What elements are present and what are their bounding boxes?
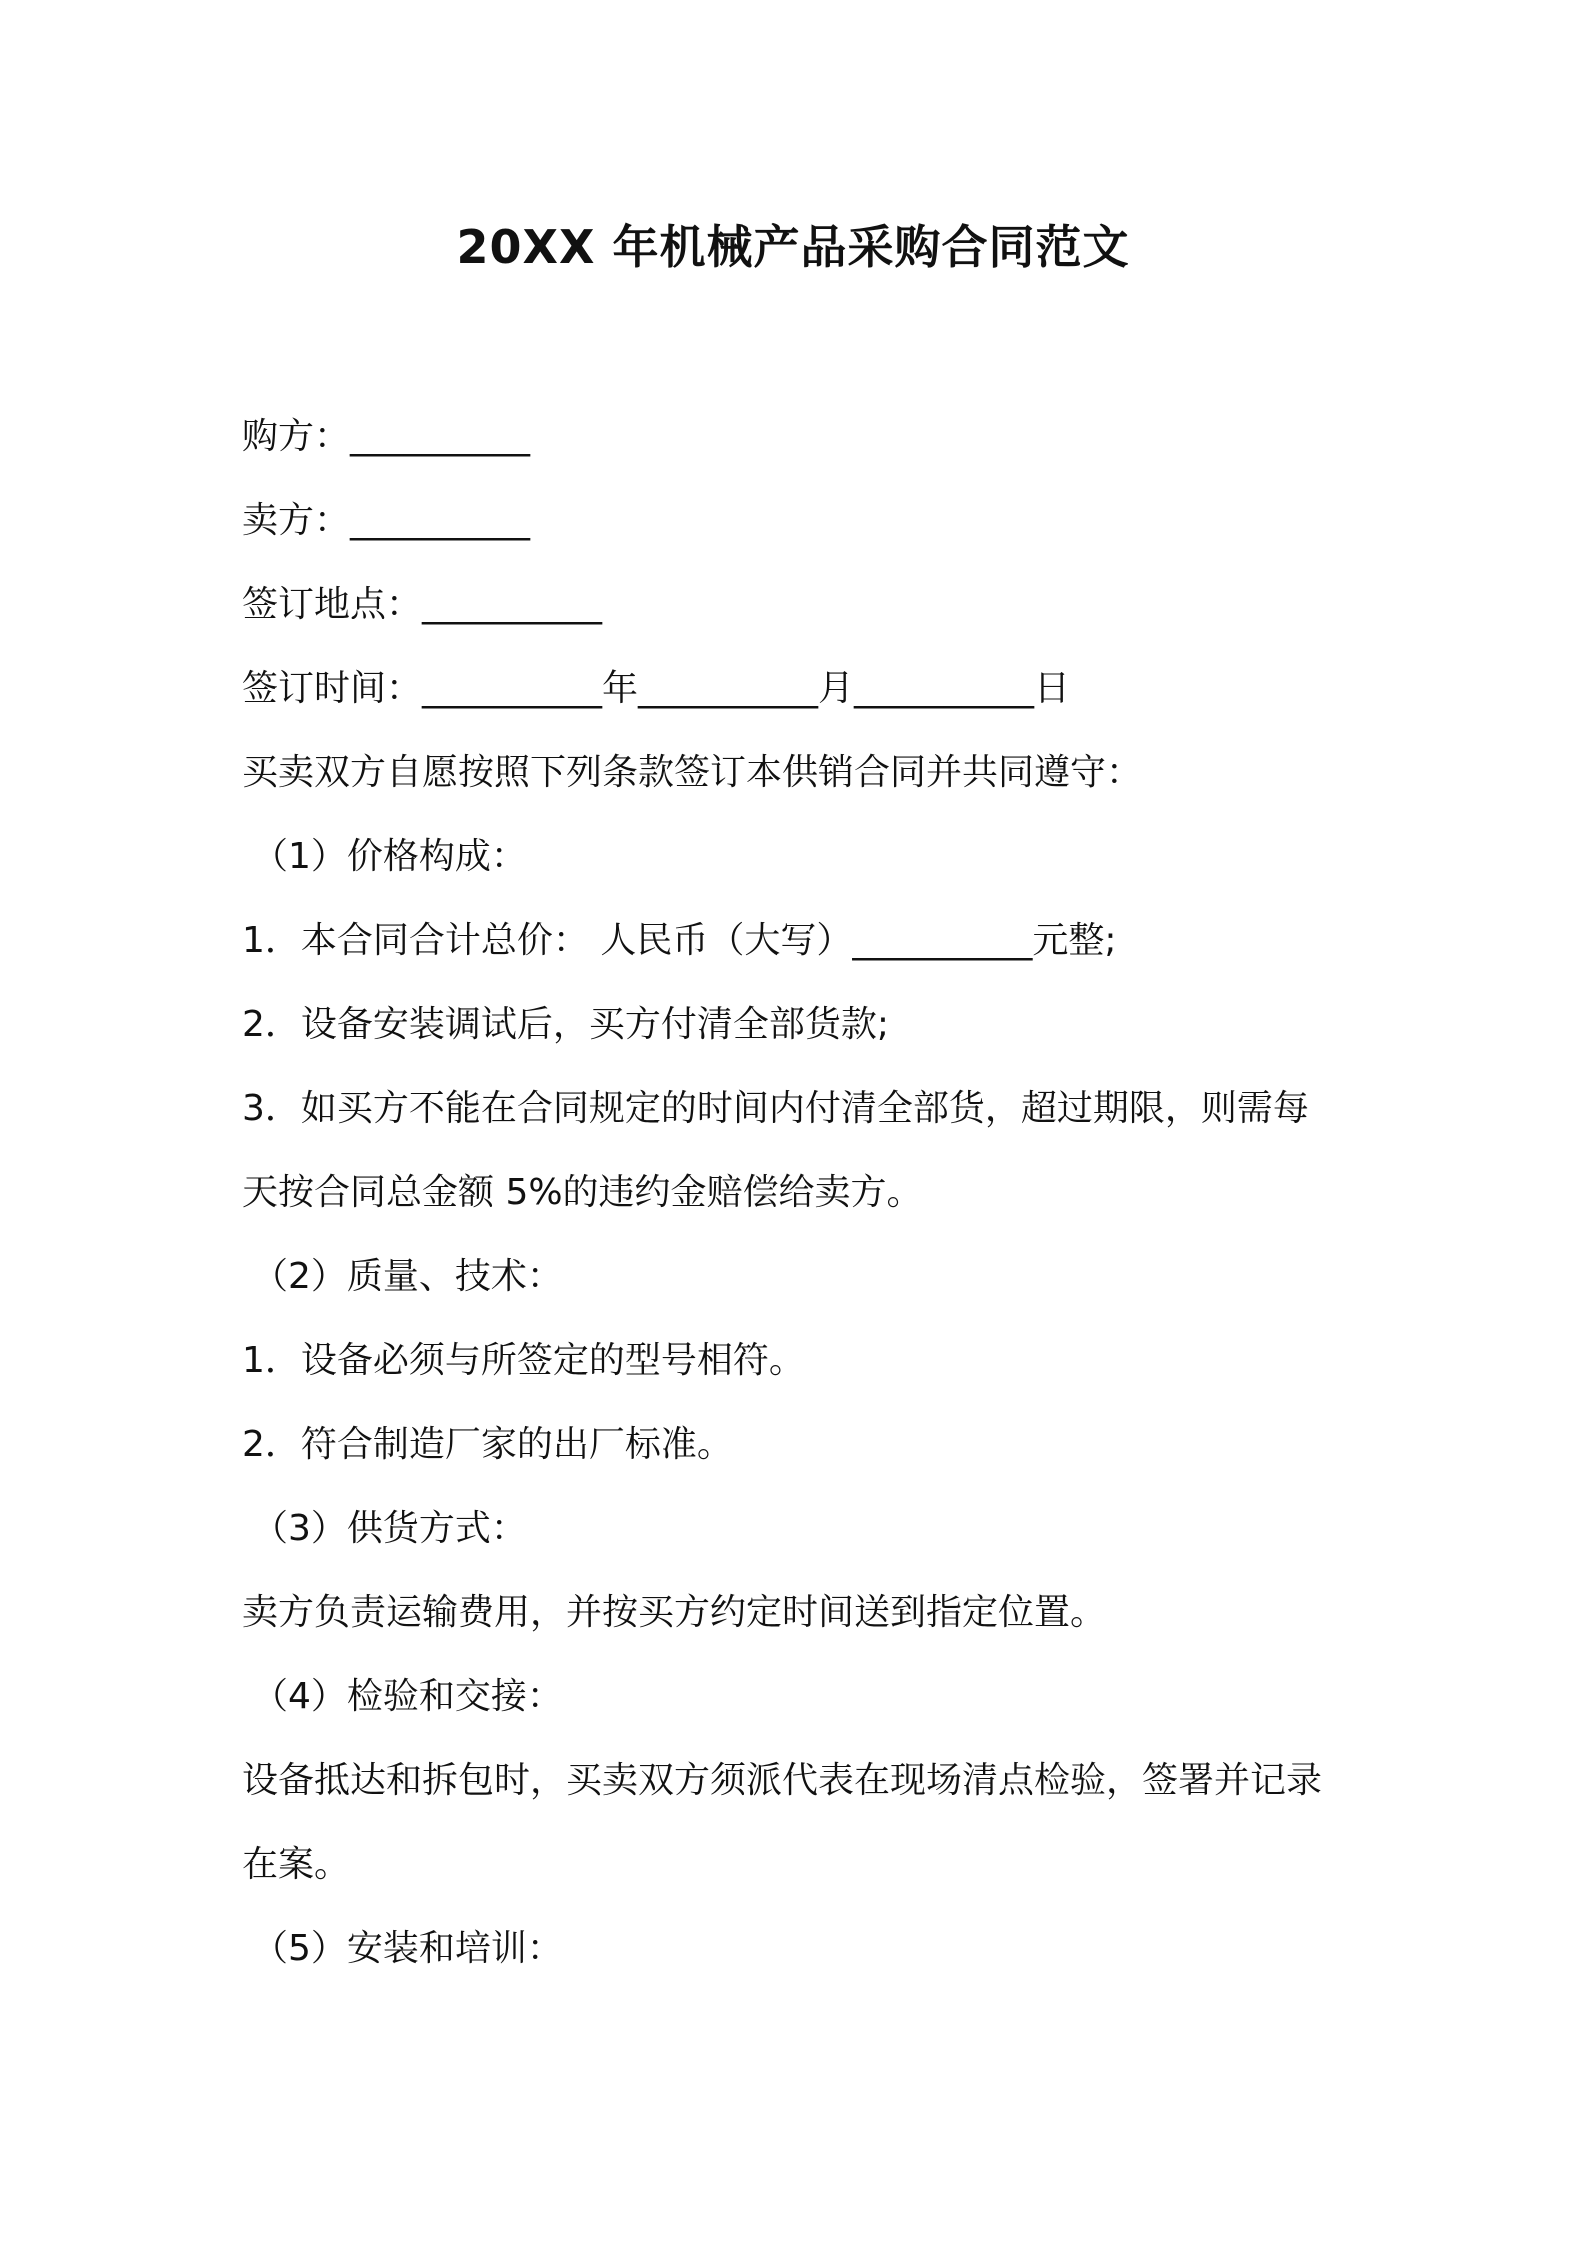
document-title: 20XX 年机械产品采购合同范文 xyxy=(456,220,1130,274)
quality-item-2: 2．符合制造厂家的出厂标准。 xyxy=(242,1424,733,1465)
section-heading-installation: （5）安装和培训： xyxy=(252,1928,563,1969)
section-heading-price: （1）价格构成： xyxy=(252,836,527,877)
section-heading-supply: （3）供货方式： xyxy=(252,1508,527,1549)
section-heading-quality: （2）质量、技术： xyxy=(252,1256,563,1297)
buyer-line: 购方：__________ xyxy=(242,416,531,457)
price-item-3-continued: 天按合同总金额 5%的违约金赔偿给卖方。 xyxy=(242,1172,923,1213)
signing-place-line: 签订地点：__________ xyxy=(242,584,603,625)
price-item-3: 3．如买方不能在合同规定的时间内付清全部货，超过期限，则需每 xyxy=(242,1088,1309,1129)
signing-date-line: 签订时间：__________年__________月__________日 xyxy=(242,668,1071,709)
seller-line: 卖方：__________ xyxy=(242,500,531,541)
price-item-1: 1．本合同合计总价： 人民币（大写）__________元整; xyxy=(242,920,1117,961)
price-item-2: 2．设备安装调试后，买方付清全部货款; xyxy=(242,1004,890,1045)
inspection-paragraph-continued: 在案。 xyxy=(242,1844,351,1885)
section-heading-inspection: （4）检验和交接： xyxy=(252,1676,563,1717)
quality-item-1: 1．设备必须与所签定的型号相符。 xyxy=(242,1340,805,1381)
intro-paragraph: 买卖双方自愿按照下列条款签订本供销合同并共同遵守： xyxy=(242,752,1143,793)
inspection-paragraph: 设备抵达和拆包时，买卖双方须派代表在现场清点检验，签署并记录 xyxy=(242,1760,1323,1801)
supply-paragraph: 卖方负责运输费用，并按买方约定时间送到指定位置。 xyxy=(242,1592,1107,1633)
